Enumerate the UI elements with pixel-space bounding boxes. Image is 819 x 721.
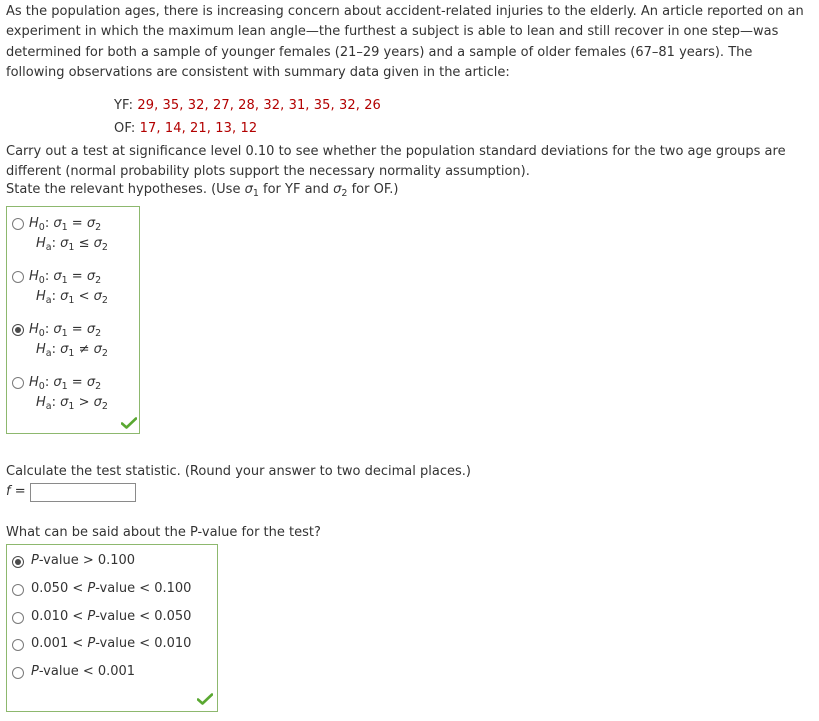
sigma-sub-1: 1 [252,188,259,199]
hypothesis-radio[interactable] [12,377,24,389]
null-hypothesis: $H_0$: $\sigma_1 = \sigma_2$ [29,375,102,392]
hyp-prompt-prefix: State the relevant hypotheses. (Use [6,182,245,197]
hypothesis-radio[interactable] [12,324,24,336]
null-hypothesis: $H_0$: $\sigma_1 = \sigma_2$ [29,322,102,339]
hypothesis-option[interactable] [7,374,137,418]
of-data-row [114,121,257,136]
hypotheses-answer-box [6,206,140,434]
pvalue-option[interactable] [7,553,212,573]
check-icon [197,693,213,705]
hypothesis-option[interactable] [7,268,137,312]
pvalue-radio[interactable] [12,556,24,568]
sigma-sub-2: 2 [341,188,348,199]
pvalue-option[interactable] [7,636,212,656]
pvalue-radio[interactable] [12,639,24,651]
yf-data-row [114,98,381,113]
check-icon [121,417,137,429]
pvalue-prompt: What can be said about the P-value for the test? [6,525,321,540]
hyp-prompt-mid: for YF and [258,182,334,197]
pvalue-option[interactable] [7,664,212,684]
pvalue-option-label: 0.001 < P-value < 0.010 [31,636,192,652]
of-label: OF: [114,121,136,136]
test-statistic-prompt: Calculate the test statistic. (Round your answer to two decimal places.) [6,464,471,479]
sigma-symbol: σ [244,182,253,197]
null-hypothesis: $H_0$: $\sigma_1 = \sigma_2$ [29,269,102,286]
pvalue-radio[interactable] [12,667,24,679]
f-symbol: f [6,484,11,499]
f-equals: = [10,484,26,499]
hypotheses-prompt [6,182,398,197]
pvalue-radio[interactable] [12,612,24,624]
of-values: 17, 14, 21, 13, 12 [139,121,258,136]
task-text: Carry out a test at significance level 0.10 to see whether the population standard deviations for the two age groups are different (normal probability plots support the necessary normality assumption). [6,144,786,179]
pvalue-option-label: P-value > 0.100 [31,553,136,568]
pvalue-radio[interactable] [12,584,24,596]
null-hypothesis: $H_0$: $\sigma_1 = \sigma_2$ [29,216,102,233]
alternative-hypothesis: $H_a$: $\sigma_1 < \sigma_2$ [36,289,108,306]
pvalue-option-label: P-value < 0.001 [31,664,136,680]
sigma-symbol: σ [333,182,342,197]
pvalue-option-label: 0.050 < P-value < 0.100 [31,580,192,596]
hypothesis-radio[interactable] [12,271,24,283]
hypothesis-option[interactable] [7,215,137,259]
hypothesis-option[interactable] [7,321,137,365]
hyp-prompt-suffix: for OF.) [347,182,399,197]
pvalue-answer-box [6,544,218,712]
yf-values: 29, 35, 32, 27, 28, 32, 31, 35, 32, 26 [137,98,381,113]
hypothesis-radio[interactable] [12,218,24,230]
pvalue-option-label: 0.010 < P-value < 0.050 [31,608,192,624]
alternative-hypothesis: $H_a$: $\sigma_1 > \sigma_2$ [36,395,108,412]
f-label [6,484,26,499]
pvalue-option[interactable] [7,609,212,629]
yf-label: YF: [114,98,134,113]
alternative-hypothesis: $H_a$: $\sigma_1 \le \sigma_2$ [36,236,108,253]
problem-intro: As the population ages, there is increasing concern about accident-related injuries to the elderly. An article reported on an experiment in which the maximum lean angle—the furthest a subject is able to lean and still recover in one step—was determined for both a sample of younger females (21–29 years) and a sample of older females (67–81 years). The following observations are consistent with summary data given in the article: [6,4,804,80]
alternative-hypothesis: $H_a$: $\sigma_1 \ne \sigma_2$ [36,342,108,359]
pvalue-option[interactable] [7,581,212,601]
test-statistic-input[interactable] [30,483,136,502]
